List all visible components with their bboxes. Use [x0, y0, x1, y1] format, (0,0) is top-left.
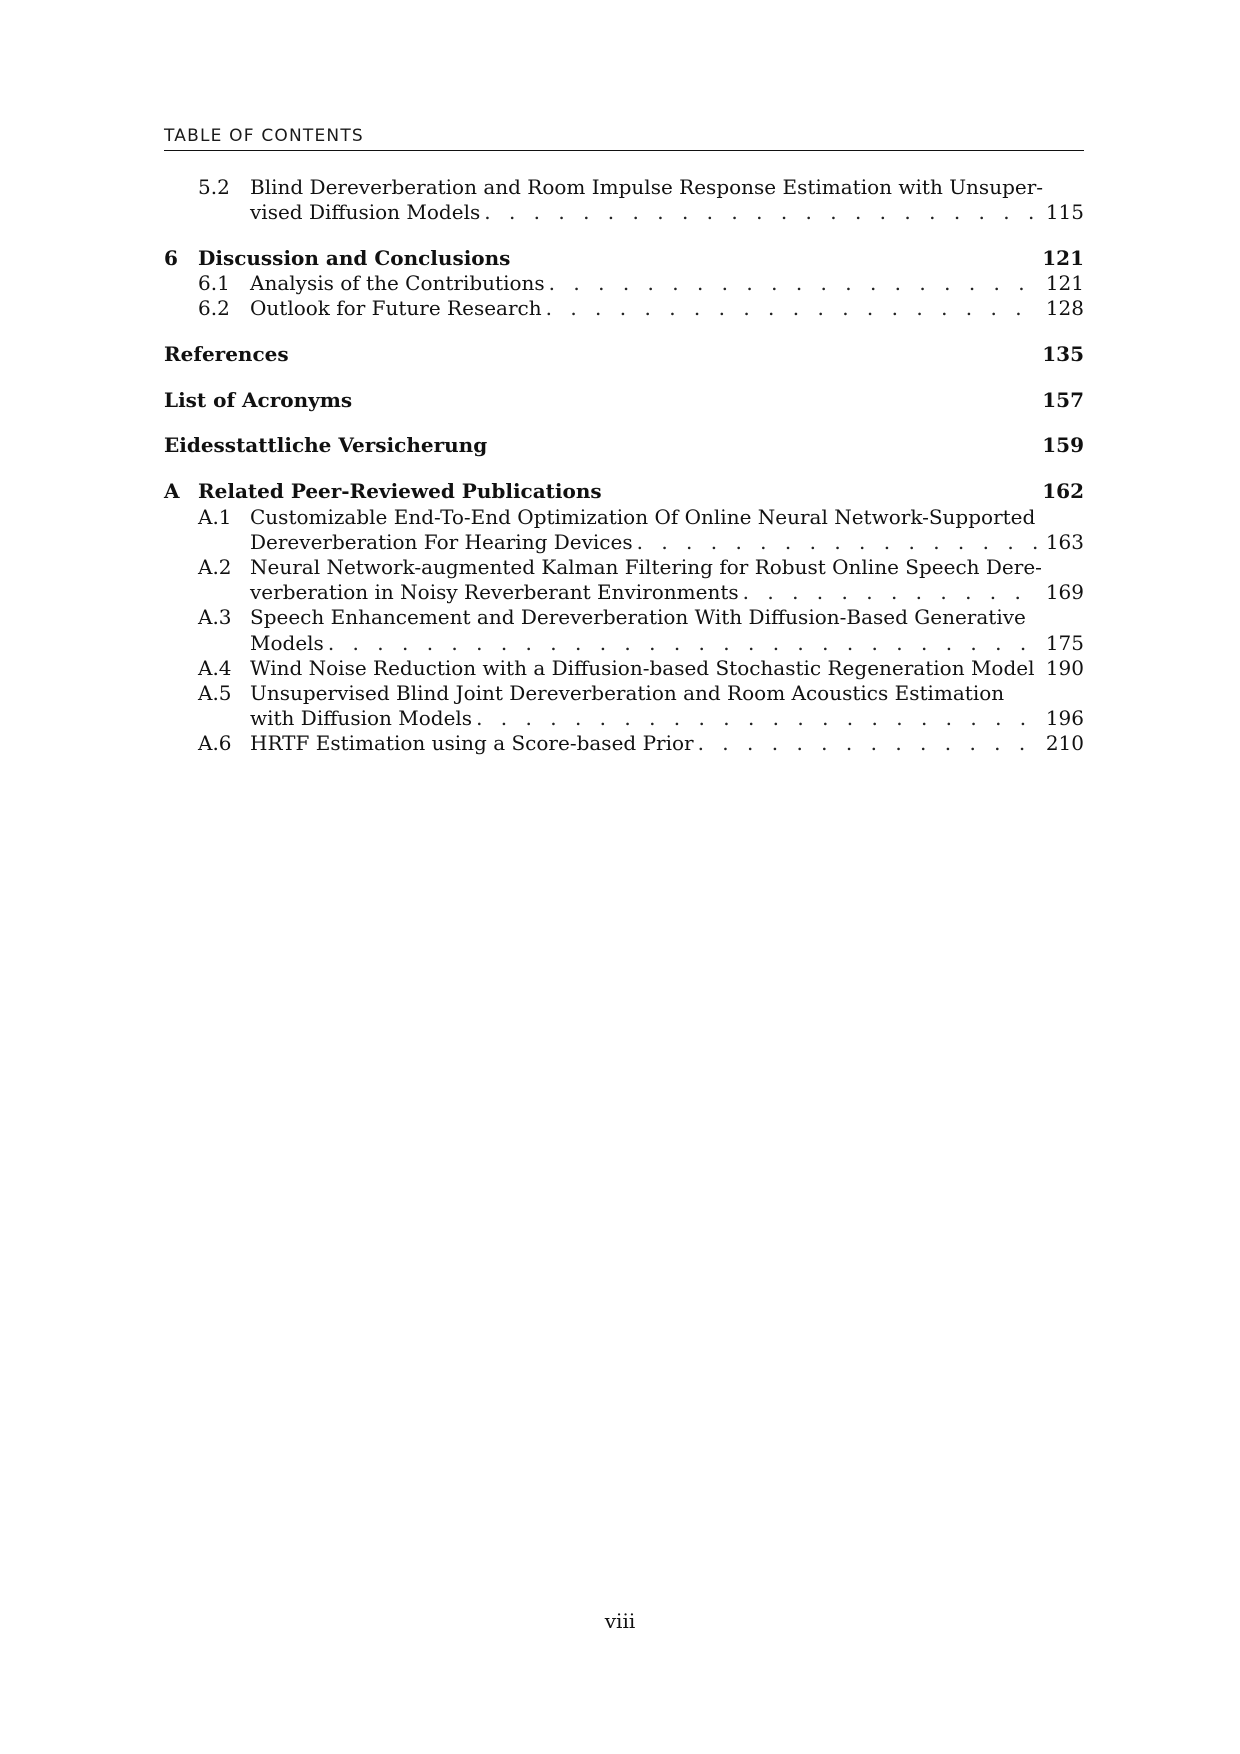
toc-appendix-a[interactable] — [164, 477, 1084, 505]
toc-chapter-number: 6 — [164, 246, 178, 270]
toc-entry-title-continued: Models — [250, 631, 324, 655]
dot-leader — [694, 729, 1040, 757]
dot-leader — [633, 528, 1040, 556]
toc-chapter-title: Discussion and Conclusions — [198, 246, 511, 270]
toc-entry-number: A.3 — [198, 605, 232, 629]
toc-entry-title: Outlook for Future Research — [250, 296, 542, 320]
toc-entry-title-continued: verberation in Noisy Reverberant Environments — [250, 580, 739, 604]
toc-entry-number: A.5 — [198, 681, 232, 705]
toc-chapter-page: 157 — [1042, 388, 1084, 412]
toc-entry-title: Blind Dereverberation and Room Impulse Response Estimation with Unsuper- — [250, 175, 1044, 199]
toc-entry-a-6[interactable] — [164, 729, 1084, 757]
toc-entry-5-2-continued[interactable] — [164, 198, 1084, 226]
toc-chapter-page: 121 — [1042, 246, 1084, 270]
toc-eidesstattliche-versicherung[interactable] — [164, 431, 1084, 459]
toc-entry-page: 196 — [1045, 706, 1084, 730]
toc-entry-a-2-continued[interactable] — [164, 578, 1084, 606]
toc-chapter-page: 135 — [1042, 342, 1084, 366]
dot-leader — [472, 704, 1040, 732]
toc-entry-title: Unsupervised Blind Joint Dereverberation and Room Acoustics Estimation — [250, 681, 1005, 705]
toc-entry-a-1-continued[interactable] — [164, 528, 1084, 556]
page-number: viii — [604, 1609, 636, 1633]
toc-entry-page: 128 — [1045, 296, 1084, 320]
toc-entry-page: 169 — [1045, 580, 1084, 604]
toc-entry-title: Speech Enhancement and Dereverberation With Diffusion-Based Generative — [250, 605, 1026, 629]
toc-entry-a-5[interactable] — [164, 679, 1084, 707]
toc-entry-a-5-continued[interactable] — [164, 704, 1084, 732]
toc-chapter-page: 159 — [1042, 433, 1084, 457]
toc-entry-number: 6.2 — [198, 296, 230, 320]
toc-entry-number: A.4 — [198, 656, 232, 680]
toc-entry-title: HRTF Estimation using a Score-based Prior — [250, 731, 694, 755]
running-header: TABLE OF CONTENTS — [164, 126, 364, 146]
dot-leader — [739, 578, 1040, 606]
toc-entry-number: 6.1 — [198, 271, 230, 295]
toc-chapter-number: A — [164, 479, 180, 503]
toc-entry-a-3-continued[interactable] — [164, 629, 1084, 657]
toc-entry-title-continued: vised Diffusion Models — [250, 200, 481, 224]
toc-entry-page: 121 — [1045, 271, 1084, 295]
dot-leader — [480, 198, 1040, 226]
toc-entry-title: Customizable End-To-End Optimization Of Online Neural Network-Supported — [250, 505, 1036, 529]
toc-entry-number: 5.2 — [198, 175, 230, 199]
toc-entry-5-2[interactable] — [164, 173, 1084, 201]
dot-leader — [324, 629, 1040, 657]
toc-entry-number: A.1 — [198, 505, 232, 529]
dot-leader — [545, 269, 1040, 297]
toc-entry-6-1[interactable] — [164, 269, 1084, 297]
toc-entry-page: 115 — [1045, 200, 1084, 224]
toc-entry-number: A.2 — [198, 555, 232, 579]
toc-chapter-6[interactable] — [164, 244, 1084, 272]
toc-entry-a-1[interactable] — [164, 503, 1084, 531]
header-rule — [164, 150, 1084, 151]
toc-entry-page: 190 — [1045, 656, 1084, 680]
toc-entry-6-2[interactable] — [164, 294, 1084, 322]
toc-entry-title: Neural Network-augmented Kalman Filtering for Robust Online Speech Dere- — [250, 555, 1042, 579]
toc-entry-title: Wind Noise Reduction with a Diffusion-based Stochastic Regeneration Model — [250, 656, 1035, 680]
toc-entry-a-4[interactable] — [164, 654, 1084, 682]
dot-leader — [542, 294, 1040, 322]
toc-chapter-title: Eidesstattliche Versicherung — [164, 433, 488, 457]
toc-entry-page: 210 — [1045, 731, 1084, 755]
toc-chapter-title: References — [164, 342, 289, 366]
toc-entry-title: Analysis of the Contributions — [250, 271, 545, 295]
toc-chapter-page: 162 — [1042, 479, 1084, 503]
toc-entry-page: 175 — [1045, 631, 1084, 655]
toc-chapter-title: List of Acronyms — [164, 388, 353, 412]
toc-entry-number: A.6 — [198, 731, 232, 755]
toc-entry-title-continued: with Diffusion Models — [250, 706, 473, 730]
toc-chapter-title: Related Peer-Reviewed Publications — [198, 479, 602, 503]
toc-entry-title-continued: Dereverberation For Hearing Devices — [250, 530, 633, 554]
toc-references[interactable] — [164, 340, 1084, 368]
toc-entry-a-2[interactable] — [164, 553, 1084, 581]
toc-list-of-acronyms[interactable] — [164, 386, 1084, 414]
toc-entry-a-3[interactable] — [164, 603, 1084, 631]
toc-entry-page: 163 — [1045, 530, 1084, 554]
